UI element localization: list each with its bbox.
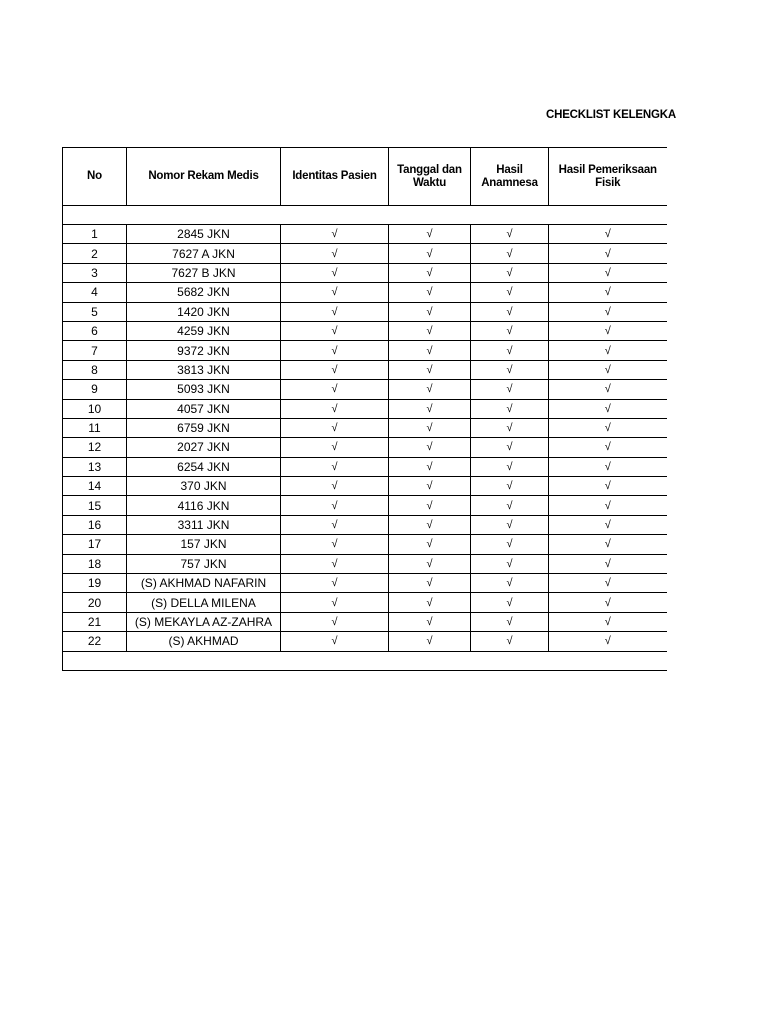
cell-hasil-pemeriksaan-fisik: √ <box>549 360 667 379</box>
table-row <box>63 535 667 554</box>
cell-nomor-rekam-medis: 5682 JKN <box>127 283 281 302</box>
table-row <box>63 283 667 302</box>
cell-nomor-rekam-medis: (S) DELLA MILENA <box>127 593 281 612</box>
cell-hasil-pemeriksaan-fisik: √ <box>549 399 667 418</box>
cell-identitas-pasien: √ <box>281 496 389 515</box>
cell-hasil-anamnesa: √ <box>471 438 549 457</box>
cell-hasil-pemeriksaan-fisik: √ <box>549 341 667 360</box>
cell-identitas-pasien: √ <box>281 418 389 437</box>
table-row <box>63 457 667 476</box>
table-row <box>63 515 667 534</box>
cell-identitas-pasien: √ <box>281 535 389 554</box>
cell-nomor-rekam-medis: 5093 JKN <box>127 380 281 399</box>
header-row <box>63 148 667 206</box>
cell-hasil-anamnesa: √ <box>471 263 549 282</box>
cell-tanggal-waktu: √ <box>389 593 471 612</box>
header-hasil-anamnesa: Hasil Anamnesa <box>471 148 549 206</box>
document-title: CHECKLIST KELENGKA <box>546 109 676 121</box>
cell-no: 13 <box>63 457 127 476</box>
cell-hasil-anamnesa: √ <box>471 457 549 476</box>
cell-no: 20 <box>63 593 127 612</box>
header-hasil-pemeriksaan-fisik: Hasil Pemeriksaan Fisik <box>549 148 667 206</box>
cell-tanggal-waktu: √ <box>389 380 471 399</box>
cell-identitas-pasien: √ <box>281 457 389 476</box>
cell-tanggal-waktu: √ <box>389 632 471 651</box>
cell-hasil-pemeriksaan-fisik: √ <box>549 244 667 263</box>
cell-hasil-pemeriksaan-fisik: √ <box>549 380 667 399</box>
cell-hasil-anamnesa: √ <box>471 515 549 534</box>
cell-nomor-rekam-medis: 4057 JKN <box>127 399 281 418</box>
cell-tanggal-waktu: √ <box>389 438 471 457</box>
cell-hasil-pemeriksaan-fisik: √ <box>549 535 667 554</box>
cell-hasil-anamnesa: √ <box>471 341 549 360</box>
cell-hasil-pemeriksaan-fisik: √ <box>549 554 667 573</box>
cell-hasil-anamnesa: √ <box>471 380 549 399</box>
cell-no: 19 <box>63 574 127 593</box>
cell-nomor-rekam-medis: 370 JKN <box>127 477 281 496</box>
cell-nomor-rekam-medis: (S) AKHMAD NAFARIN <box>127 574 281 593</box>
cell-tanggal-waktu: √ <box>389 302 471 321</box>
cell-no: 22 <box>63 632 127 651</box>
cell-tanggal-waktu: √ <box>389 477 471 496</box>
cell-identitas-pasien: √ <box>281 515 389 534</box>
cell-tanggal-waktu: √ <box>389 515 471 534</box>
cell-tanggal-waktu: √ <box>389 263 471 282</box>
cell-no: 17 <box>63 535 127 554</box>
cell-hasil-pemeriksaan-fisik: √ <box>549 321 667 340</box>
cell-tanggal-waktu: √ <box>389 418 471 437</box>
cell-identitas-pasien: √ <box>281 612 389 631</box>
cell-hasil-anamnesa: √ <box>471 399 549 418</box>
cell-no: 12 <box>63 438 127 457</box>
cell-hasil-anamnesa: √ <box>471 302 549 321</box>
cell-nomor-rekam-medis: 7627 A JKN <box>127 244 281 263</box>
table-row <box>63 554 667 573</box>
cell-no: 2 <box>63 244 127 263</box>
table-row <box>63 263 667 282</box>
table-row <box>63 477 667 496</box>
cell-hasil-pemeriksaan-fisik: √ <box>549 632 667 651</box>
cell-hasil-anamnesa: √ <box>471 225 549 244</box>
table-row <box>63 438 667 457</box>
table-row <box>63 321 667 340</box>
cell-no: 11 <box>63 418 127 437</box>
cell-tanggal-waktu: √ <box>389 612 471 631</box>
cell-identitas-pasien: √ <box>281 380 389 399</box>
cell-hasil-pemeriksaan-fisik: √ <box>549 418 667 437</box>
cell-nomor-rekam-medis: 4116 JKN <box>127 496 281 515</box>
cell-no: 4 <box>63 283 127 302</box>
cell-no: 15 <box>63 496 127 515</box>
cell-hasil-anamnesa: √ <box>471 360 549 379</box>
cell-nomor-rekam-medis: 3813 JKN <box>127 360 281 379</box>
table-row <box>63 496 667 515</box>
cell-nomor-rekam-medis: 9372 JKN <box>127 341 281 360</box>
cell-hasil-pemeriksaan-fisik: √ <box>549 302 667 321</box>
cell-identitas-pasien: √ <box>281 632 389 651</box>
cell-hasil-pemeriksaan-fisik: √ <box>549 477 667 496</box>
cell-hasil-anamnesa: √ <box>471 418 549 437</box>
cell-hasil-pemeriksaan-fisik: √ <box>549 457 667 476</box>
cell-hasil-pemeriksaan-fisik: √ <box>549 438 667 457</box>
cell-hasil-anamnesa: √ <box>471 283 549 302</box>
cell-tanggal-waktu: √ <box>389 574 471 593</box>
cell-identitas-pasien: √ <box>281 341 389 360</box>
table-row <box>63 360 667 379</box>
table-row <box>63 380 667 399</box>
cell-hasil-pemeriksaan-fisik: √ <box>549 225 667 244</box>
cell-no: 3 <box>63 263 127 282</box>
cell-nomor-rekam-medis: 6254 JKN <box>127 457 281 476</box>
cell-no: 6 <box>63 321 127 340</box>
cell-nomor-rekam-medis: 757 JKN <box>127 554 281 573</box>
cell-tanggal-waktu: √ <box>389 496 471 515</box>
table-row <box>63 593 667 612</box>
cell-nomor-rekam-medis: (S) MEKAYLA AZ-ZAHRA <box>127 612 281 631</box>
cell-hasil-anamnesa: √ <box>471 574 549 593</box>
cell-no: 1 <box>63 225 127 244</box>
table-row <box>63 632 667 651</box>
cell-hasil-pemeriksaan-fisik: √ <box>549 612 667 631</box>
cell-identitas-pasien: √ <box>281 399 389 418</box>
cell-identitas-pasien: √ <box>281 438 389 457</box>
cell-nomor-rekam-medis: (S) AKHMAD <box>127 632 281 651</box>
cell-hasil-pemeriksaan-fisik: √ <box>549 263 667 282</box>
cell-tanggal-waktu: √ <box>389 225 471 244</box>
cell-identitas-pasien: √ <box>281 302 389 321</box>
cell-identitas-pasien: √ <box>281 321 389 340</box>
table-row <box>63 244 667 263</box>
table-row <box>63 399 667 418</box>
cell-hasil-anamnesa: √ <box>471 632 549 651</box>
cell-hasil-anamnesa: √ <box>471 612 549 631</box>
cell-nomor-rekam-medis: 157 JKN <box>127 535 281 554</box>
header-identitas-pasien: Identitas Pasien <box>281 148 389 206</box>
cell-hasil-pemeriksaan-fisik: √ <box>549 496 667 515</box>
cell-no: 7 <box>63 341 127 360</box>
header-nomor-rekam-medis: Nomor Rekam Medis <box>127 148 281 206</box>
cell-nomor-rekam-medis: 2027 JKN <box>127 438 281 457</box>
cell-no: 5 <box>63 302 127 321</box>
cell-no: 10 <box>63 399 127 418</box>
cell-nomor-rekam-medis: 7627 B JKN <box>127 263 281 282</box>
cell-hasil-anamnesa: √ <box>471 593 549 612</box>
cell-no: 14 <box>63 477 127 496</box>
checklist-table <box>62 147 667 671</box>
cell-identitas-pasien: √ <box>281 225 389 244</box>
cell-hasil-pemeriksaan-fisik: √ <box>549 574 667 593</box>
cell-nomor-rekam-medis: 6759 JKN <box>127 418 281 437</box>
cell-tanggal-waktu: √ <box>389 283 471 302</box>
cell-no: 16 <box>63 515 127 534</box>
table-row <box>63 418 667 437</box>
spacer-row <box>63 206 667 225</box>
table-row <box>63 612 667 631</box>
cell-identitas-pasien: √ <box>281 360 389 379</box>
spacer-cell <box>63 206 667 225</box>
cell-nomor-rekam-medis: 1420 JKN <box>127 302 281 321</box>
cell-hasil-anamnesa: √ <box>471 554 549 573</box>
cell-hasil-anamnesa: √ <box>471 244 549 263</box>
cell-hasil-anamnesa: √ <box>471 477 549 496</box>
cell-identitas-pasien: √ <box>281 574 389 593</box>
cell-hasil-anamnesa: √ <box>471 321 549 340</box>
cell-no: 8 <box>63 360 127 379</box>
cell-identitas-pasien: √ <box>281 263 389 282</box>
table-row <box>63 302 667 321</box>
cell-tanggal-waktu: √ <box>389 554 471 573</box>
cell-nomor-rekam-medis: 4259 JKN <box>127 321 281 340</box>
table-row <box>63 574 667 593</box>
cell-nomor-rekam-medis: 2845 JKN <box>127 225 281 244</box>
cell-tanggal-waktu: √ <box>389 244 471 263</box>
table-row <box>63 225 667 244</box>
footer-cell <box>63 651 667 670</box>
cell-no: 18 <box>63 554 127 573</box>
cell-hasil-anamnesa: √ <box>471 535 549 554</box>
cell-tanggal-waktu: √ <box>389 535 471 554</box>
header-no: No <box>63 148 127 206</box>
cell-hasil-pemeriksaan-fisik: √ <box>549 593 667 612</box>
cell-identitas-pasien: √ <box>281 554 389 573</box>
cell-identitas-pasien: √ <box>281 477 389 496</box>
cell-hasil-anamnesa: √ <box>471 496 549 515</box>
cell-identitas-pasien: √ <box>281 244 389 263</box>
cell-tanggal-waktu: √ <box>389 321 471 340</box>
cell-nomor-rekam-medis: 3311 JKN <box>127 515 281 534</box>
footer-row <box>63 651 667 670</box>
header-tanggal-waktu: Tanggal dan Waktu <box>389 148 471 206</box>
table-row <box>63 341 667 360</box>
cell-tanggal-waktu: √ <box>389 360 471 379</box>
cell-no: 9 <box>63 380 127 399</box>
cell-identitas-pasien: √ <box>281 593 389 612</box>
cell-hasil-pemeriksaan-fisik: √ <box>549 515 667 534</box>
cell-tanggal-waktu: √ <box>389 399 471 418</box>
cell-identitas-pasien: √ <box>281 283 389 302</box>
cell-tanggal-waktu: √ <box>389 457 471 476</box>
cell-no: 21 <box>63 612 127 631</box>
cell-tanggal-waktu: √ <box>389 341 471 360</box>
cell-hasil-pemeriksaan-fisik: √ <box>549 283 667 302</box>
